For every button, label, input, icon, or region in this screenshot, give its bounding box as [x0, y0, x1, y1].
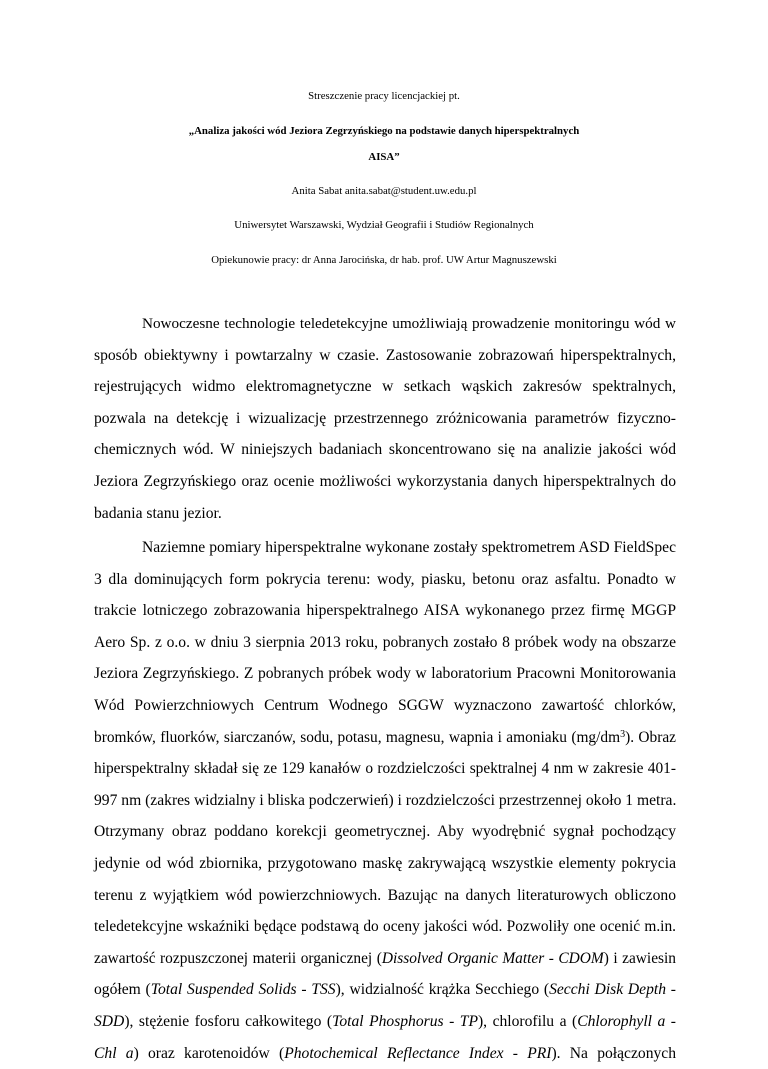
paragraph-line: terenu z wyjątkiem wód powierzchniowych. Bazując na danych literaturowych obliczono	[94, 880, 676, 912]
author-line: Anita Sabat anita.sabat@student.uw.edu.pl	[0, 181, 768, 201]
paragraph-line: trakcie lotniczego zobrazowania hiperspektralnego AISA wykonanego przez firmę MGGP	[94, 595, 676, 627]
abstract-paragraph-1	[94, 308, 676, 529]
text-fragment: ), chlorofilu a (	[478, 1013, 577, 1030]
superscript: 3	[620, 729, 625, 740]
text-fragment: zawartość rozpuszczonej materii organicznej (	[94, 950, 382, 967]
italic-term: Total Suspended Solids - TSS	[151, 981, 336, 998]
paragraph-line: jedynie od wód zbiornika, przygotowano maskę zakrywającą wszystkie elementy pokrycia	[94, 848, 676, 880]
text-fragment: ). Na połączonych	[551, 1045, 676, 1062]
paragraph-line: Jeziora Zegrzyńskiego. Z pobranych próbek wody w laboratorium Pracowni Monitorowania	[94, 658, 676, 690]
italic-term: Photochemical Reflectance Index - PRI	[284, 1045, 551, 1062]
paragraph-line: Otrzymany obraz poddano korekcji geometrycznej. Aby wyodrębnić sygnał pochodzący	[94, 816, 676, 848]
italic-term: Total Phosphorus - TP	[332, 1013, 478, 1030]
paragraph-line	[94, 722, 676, 754]
paragraph-line	[94, 974, 676, 1006]
paragraph-line: Jeziora Zegrzyńskiego oraz ocenie możliwości wykorzystania danych hiperspektralnych do	[94, 466, 676, 498]
paragraph-line	[94, 1006, 676, 1038]
text-fragment: ). Obraz	[625, 729, 676, 746]
paragraph-line: Naziemne pomiary hiperspektralne wykonane zostały spektrometrem ASD FieldSpec	[94, 532, 676, 564]
document-type-line: Streszczenie pracy licencjackiej pt.	[0, 86, 768, 106]
text-fragment: bromków, fluorków, siarczanów, sodu, potasu, magnesu, wapnia i amoniaku (mg/dm	[94, 729, 620, 746]
paragraph-line: sposób obiektywny i powtarzalny w czasie. Zastosowanie zobrazowań hiperspektralnych,	[94, 340, 676, 372]
text-fragment: ) oraz karotenoidów (	[134, 1045, 285, 1062]
thesis-title-line-1: „Analiza jakości wód Jeziora Zegrzyńskiego na podstawie danych hiperspektralnych	[0, 121, 768, 141]
text-fragment: ), widzialność krążka Secchiego (	[336, 981, 549, 998]
paragraph-line: 3 dla dominujących form pokrycia terenu: wody, piasku, betonu oraz asfaltu. Ponadto w	[94, 564, 676, 596]
paragraph-line	[94, 1038, 676, 1069]
text-fragment: ogółem (	[94, 981, 151, 998]
text-fragment: ), stężenie fosforu całkowitego (	[124, 1013, 332, 1030]
paragraph-line: 997 nm (zakres widzialny i bliska podczerwień) i rozdzielczości przestrzennej około 1 metra.	[94, 785, 676, 817]
text-fragment: ) i zawiesin	[604, 950, 676, 967]
italic-term: SDD	[94, 1013, 124, 1030]
affiliation-line: Uniwersytet Warszawski, Wydział Geografii i Studiów Regionalnych	[0, 215, 768, 235]
italic-term: Chlorophyll a -	[577, 1013, 676, 1030]
paragraph-line: Nowoczesne technologie teledetekcyjne umożliwiają prowadzenie monitoringu wód w	[94, 308, 676, 340]
paragraph-line: badania stanu jezior.	[94, 498, 676, 530]
italic-term: Dissolved Organic Matter - CDOM	[382, 950, 604, 967]
paragraph-line: pozwala na detekcję i wizualizację przestrzennego zróżnicowania parametrów fizyczno-	[94, 403, 676, 435]
paragraph-line: Wód Powierzchniowych Centrum Wodnego SGGW wyznaczono zawartość chlorków,	[94, 690, 676, 722]
thesis-title-line-2: AISA”	[0, 147, 768, 167]
paragraph-line: Aero Sp. z o.o. w dniu 3 sierpnia 2013 roku, pobranych zostało 8 próbek wody na obszarze	[94, 627, 676, 659]
paragraph-line: hiperspektralny składał się ze 129 kanałów o rozdzielczości spektralnej 4 nm w zakresie 401-	[94, 753, 676, 785]
italic-term: Chl a	[94, 1045, 134, 1062]
paragraph-line: teledetekcyjne wskaźniki będące podstawą do oceny jakości wód. Pozwoliły one ocenić m.in.	[94, 911, 676, 943]
italic-term: Secchi Disk Depth -	[549, 981, 676, 998]
supervisors-line: Opiekunowie pracy: dr Anna Jarocińska, dr hab. prof. UW Artur Magnuszewski	[0, 250, 768, 270]
paragraph-line: rejestrujących widmo elektromagnetyczne w setkach wąskich zakresów spektralnych,	[94, 371, 676, 403]
paragraph-line	[94, 943, 676, 975]
abstract-paragraph-2	[94, 532, 676, 1069]
paragraph-line: chemicznych wód. W niniejszych badaniach skoncentrowano się na analizie jakości wód	[94, 434, 676, 466]
